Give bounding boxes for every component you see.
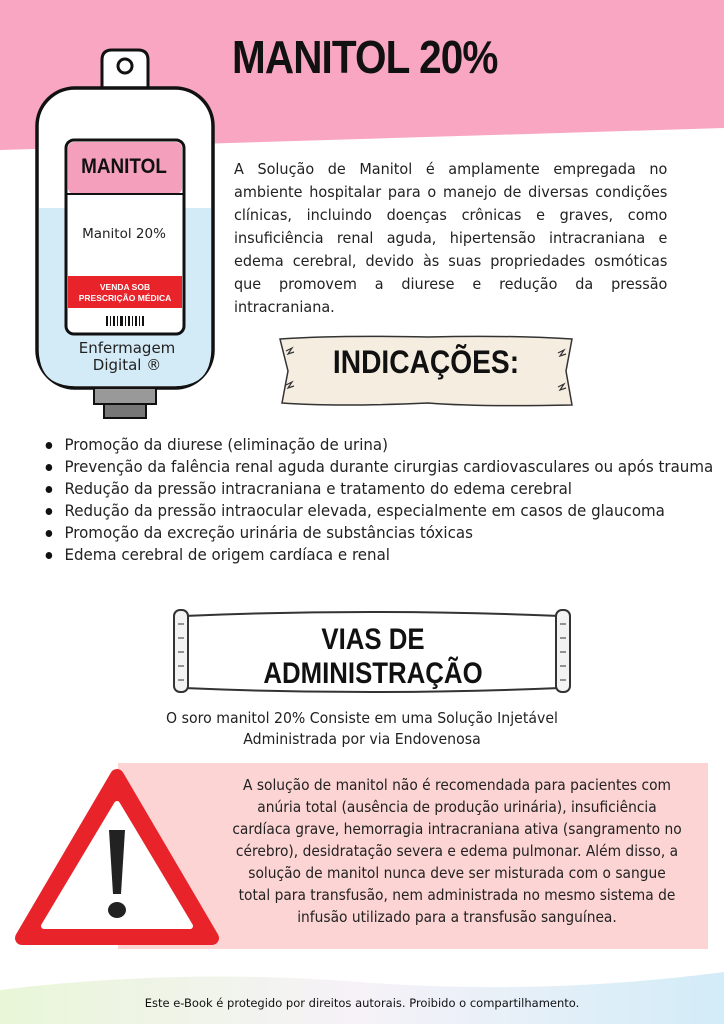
bag-label-prescription [70,282,180,304]
bag-brand-line1: Enfermagem [78,339,176,357]
page-title: MANITOL 20% [232,31,498,83]
bag-label-concentration: Manitol 20% [82,226,166,242]
list-item: Promoção da diurese (eliminação de urina) [40,434,722,456]
bag-rx-line2: PRESCRIÇÃO MÉDICA [78,293,172,303]
indicacoes-heading: INDICAÇÕES: [332,344,520,380]
list-item: Redução da pressão intracraniana e tratamento do edema cerebral [40,478,722,500]
warning-text: A solução de manitol não é recomendada para pacientes com anúria total (ausência de produção urinária), insuficiência cardíaca grave, hemorragia intracraniana ativa (sangramento no cérebro), desidratação severa e edema pulmonar. Além disso, a solução de manitol nunca deve ser misturada com o sangue total para transfusão, nem administrada no mesmo sistema de infusão utilizado para a transfusão sanguínea. [232,776,682,926]
list-item: Prevenção da falência renal aguda durante cirurgias cardiovasculares ou após trauma [40,456,722,478]
list-item: Promoção da excreção urinária de substâncias tóxicas [40,522,722,544]
administration-text [135,708,590,750]
bag-rx-line1: VENDA SOB [99,282,151,292]
footer-copyright: Este e-Book é protegido por direitos autorais. Proibido o compartilhamento. [144,996,580,1010]
bag-brand [52,340,202,374]
bag-brand-line2: Digital ® [92,356,162,374]
list-item: Redução da pressão intraocular elevada, especialmente em casos de glaucoma [40,500,722,522]
list-item: Edema cerebral de origem cardíaca e renal [40,544,722,566]
intro-paragraph: A Solução de Manitol é amplamente empregada no ambiente hospitalar para o manejo de diversas condições clínicas, incluindo doenças crônicas e graves, como insuficiência renal aguda, hipertensão intracraniana e edema cerebral, devido às suas propriedades osmóticas que promovem a diurese e redução da pressão intracraniana. [234,160,668,316]
bag-label-name: MANITOL [81,155,167,178]
warning-triangle-icon [12,766,222,952]
administration-line1: O soro manitol 20% Consiste em uma Solução Injetável [166,709,558,727]
indicacoes-list [40,434,716,566]
administration-line2: Administrada por via Endovenosa [243,730,481,748]
footer-wave [0,960,724,1024]
vias-heading: VIAS DE ADMINISTRAÇÃO [263,623,483,690]
